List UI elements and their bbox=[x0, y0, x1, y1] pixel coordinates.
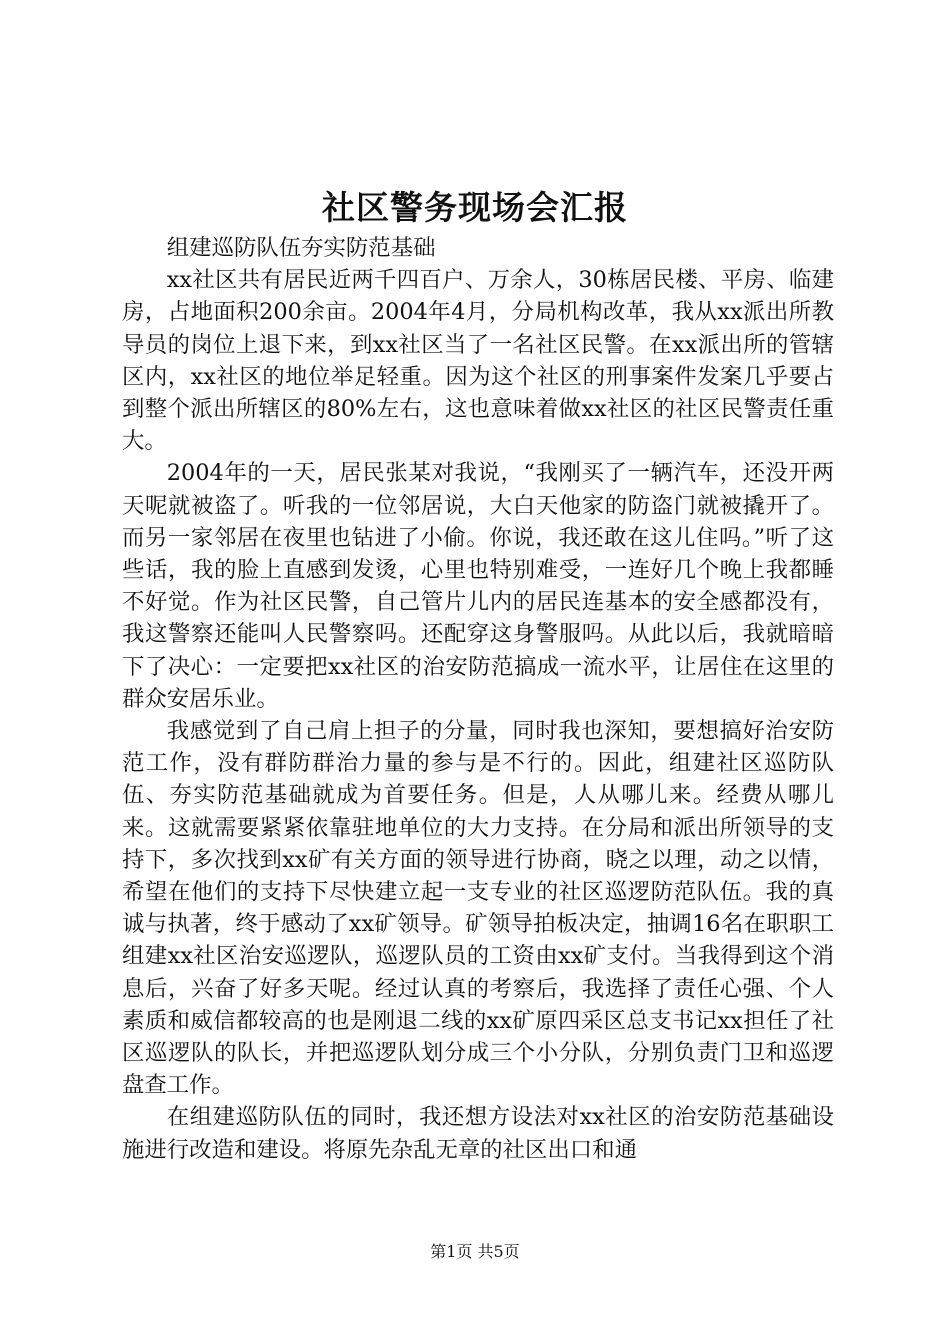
paragraph: 我感觉到了自己肩上担子的分量，同时我也深知，要想搞好治安防范工作，没有群防群治力量的参与是不行的。因此，组建社区巡防队伍、夯实防范基础就成为首要任务。但是，人从哪儿来。经费从哪儿来。这就需要紧紧依靠驻地单位的大力支持。在分局和派出所领导的支持下，多次找到xx矿有关方面的领导进行协商，晓之以理，动之以情，希望在他们的支持下尽快建立起一支专业的社区巡逻防范队伍。我的真诚与执著，终于感动了xx矿领导。矿领导拍板决定，抽调16名在职职工组建xx社区治安巡逻队，巡逻队员的工资由xx矿支付。当我得到这个消息后，兴奋了好多天呢。经过认真的考察后，我选择了责任心强、个人素质和威信都较高的也是刚退二线的xx矿原四采区总支书记xx担任了社区巡逻队的队长，并把巡逻队划分成三个小分队，分别负责门卫和巡逻盘查工作。 bbox=[122, 718, 834, 1099]
page-number-footer: 第1页 共5页 bbox=[430, 1242, 520, 1261]
paragraph: 在组建巡防队伍的同时，我还想方设法对xx社区的治安防范基础设施进行改造和建设。将原先杂乱无章的社区出口和通 bbox=[122, 1104, 834, 1163]
document-body bbox=[122, 232, 834, 1166]
paragraph: 2004年的一天，居民张某对我说，“我刚买了一辆汽车，还没开两天呢就被盗了。听我的一位邻居说，大白天他家的防盗门就被撬开了。而另一家邻居在夜里也钻进了小偷。你说，我还敢在这儿住吗。”听了这些话，我的脸上直感到发烫，心里也特别难受，一连好几个晚上我都睡不好觉。作为社区民警，自己管片儿内的居民连基本的安全感都没有，我这警察还能叫人民警察吗。还配穿这身警服吗。从此以后，我就暗暗下了决心：一定要把xx社区的治安防范搞成一流水平，让居住在这里的群众安居乐业。 bbox=[122, 460, 834, 712]
paragraph: xx社区共有居民近两千四百户、万余人，30栋居民楼、平房、临建房，占地面积200余亩。2004年4月，分局机构改革，我从xx派出所教导员的岗位上退下来，到xx社区当了一名社区民警。在xx派出所的管辖区内，xx社区的地位举足轻重。因为这个社区的刑事案件发案几乎要占到整个派出所辖区的80%左右，这也意味着做xx社区的社区民警责任重大。 bbox=[122, 267, 834, 455]
document-title: 社区警务现场会汇报 bbox=[322, 188, 628, 227]
section-heading: 组建巡防队伍夯实防范基础 bbox=[166, 235, 436, 261]
